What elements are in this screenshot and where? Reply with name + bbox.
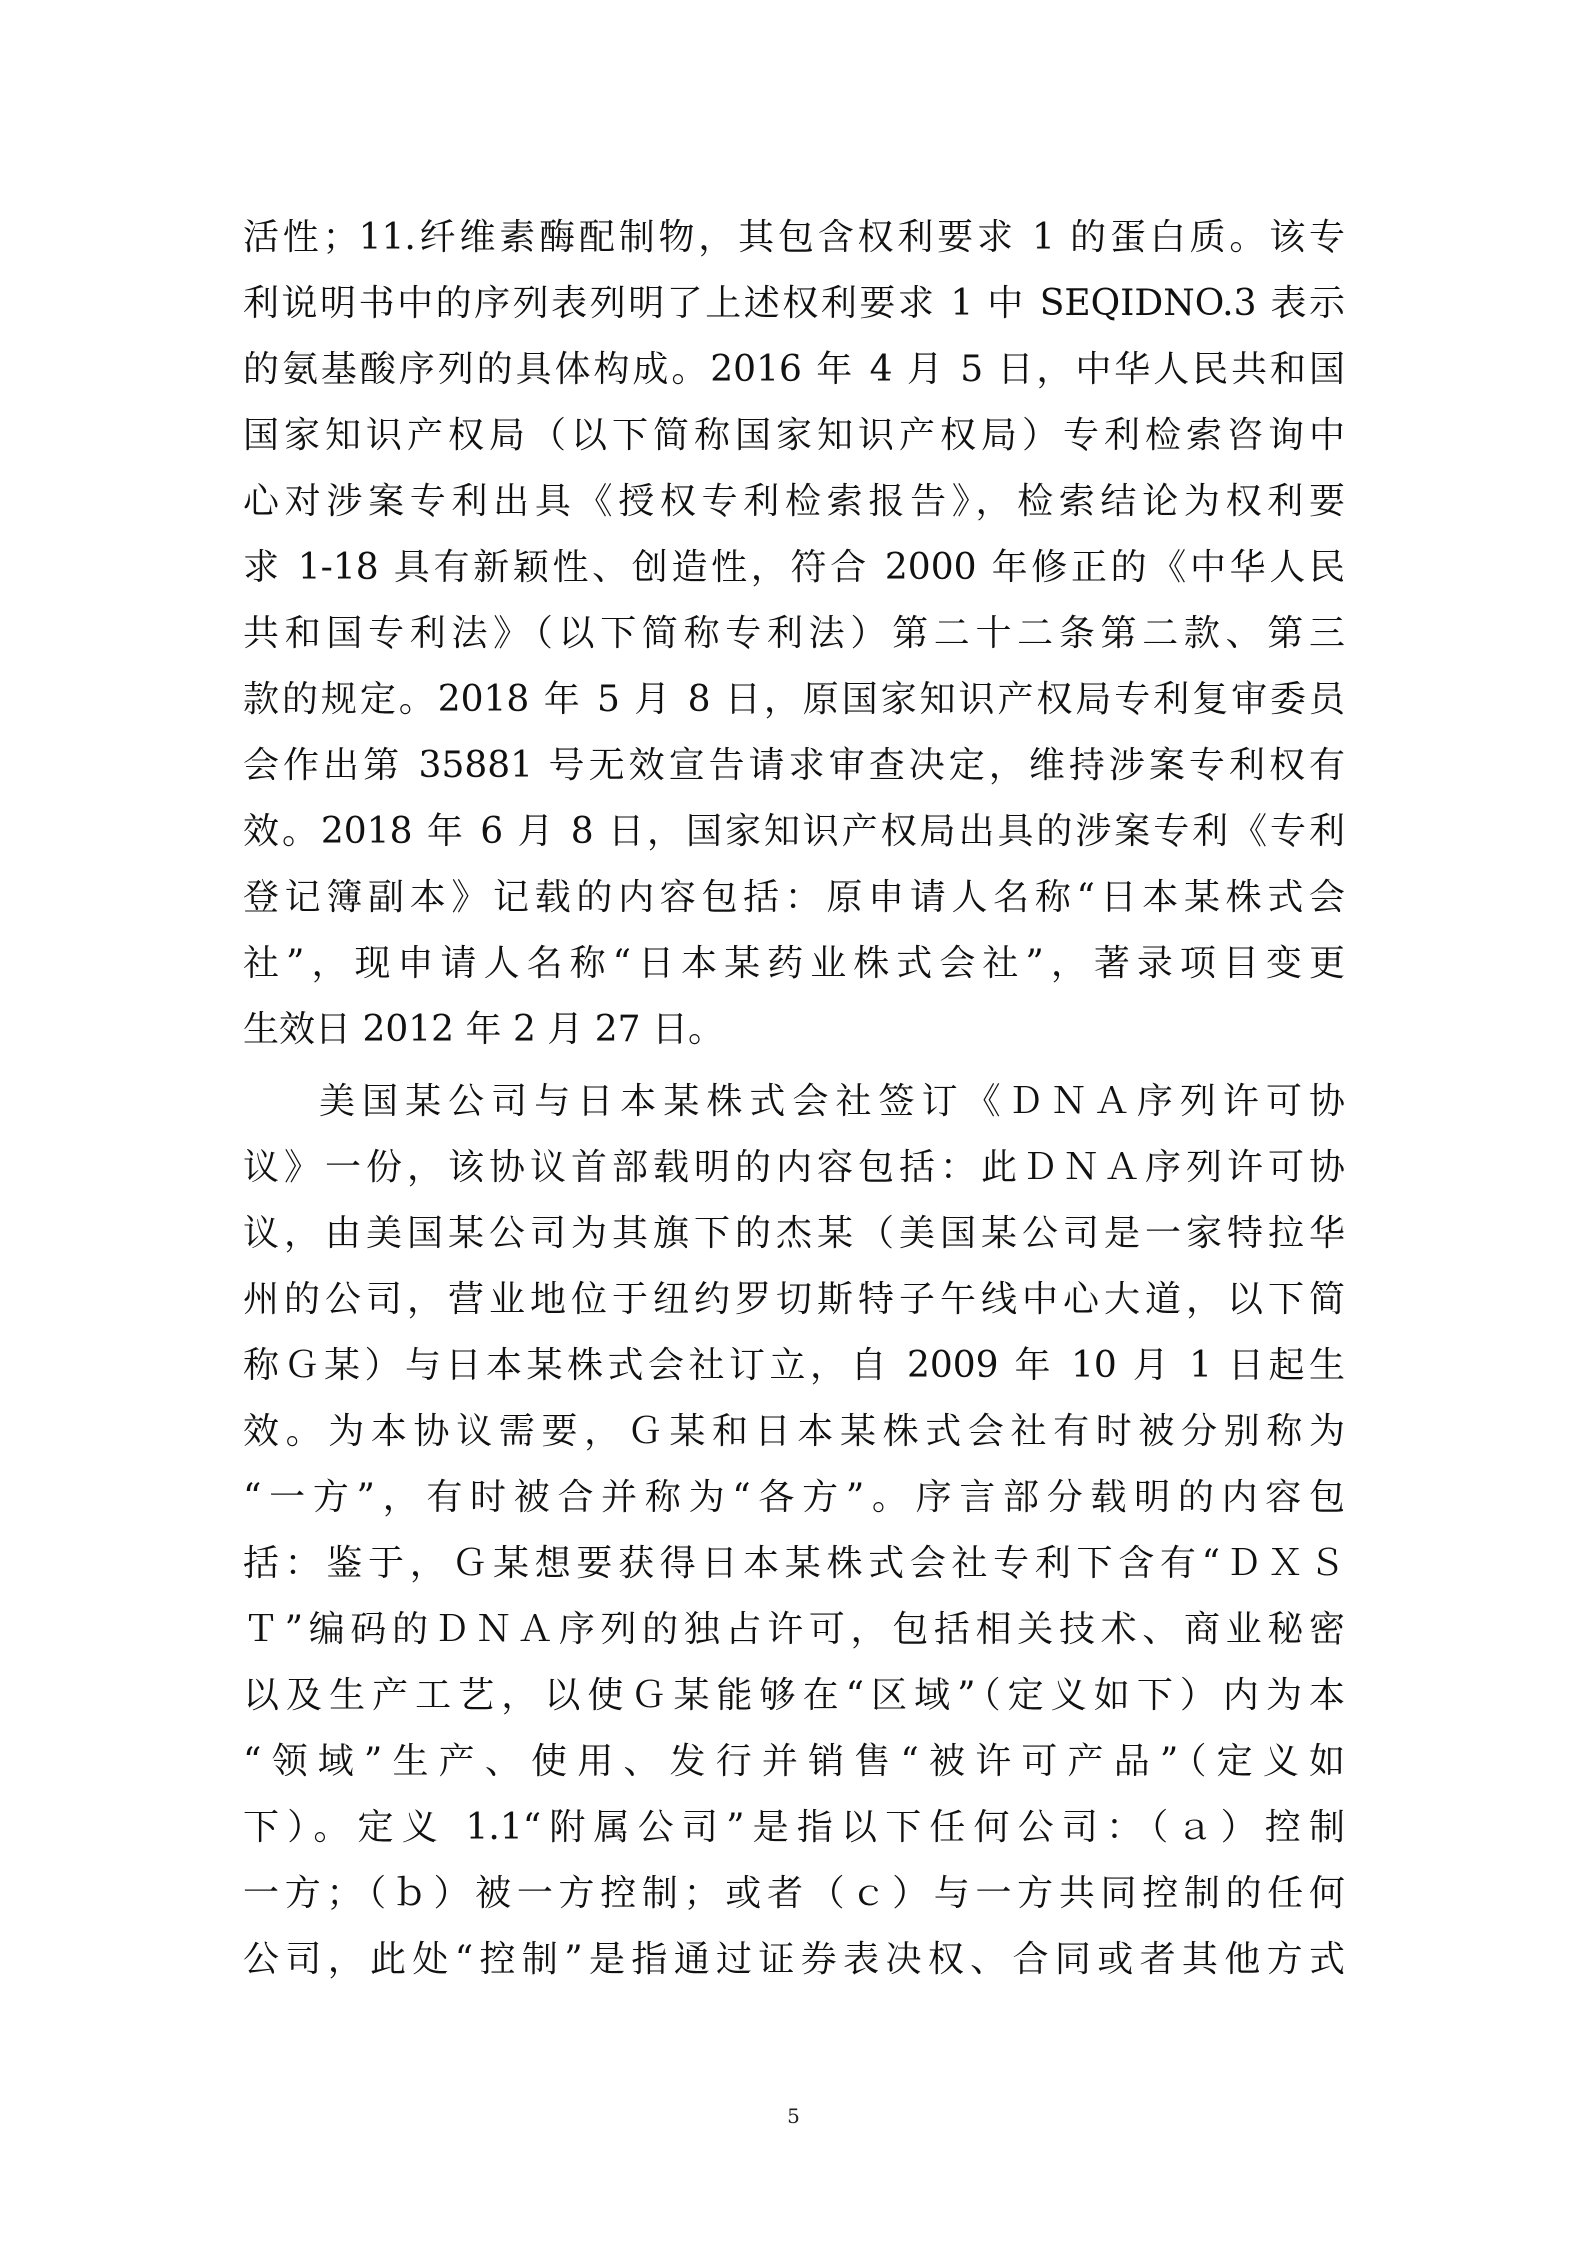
body-text bbox=[243, 205, 1345, 1993]
text-line: “一方”，有时被合并称为“各方”。序言部分载明的内容包 bbox=[243, 1477, 1345, 1518]
text-line: 利说明书中的序列表列明了上述权利要求 1 中 SEQIDNO.3 表示 bbox=[243, 283, 1345, 324]
text-line: 以及生产工艺，以使Ｇ某能够在“区域”（定义如下）内为本 bbox=[243, 1675, 1345, 1716]
text-line: 下）。定义 1.1“附属公司”是指以下任何公司：（ａ）控制 bbox=[243, 1807, 1345, 1848]
text-line: 议，由美国某公司为其旗下的杰某（美国某公司是一家特拉华 bbox=[243, 1213, 1345, 1254]
text-line: 登记簿副本》记载的内容包括：原申请人名称“日本某株式会 bbox=[243, 877, 1345, 918]
text-line: 效。为本协议需要，Ｇ某和日本某株式会社有时被分别称为 bbox=[243, 1411, 1345, 1452]
text-line: 款的规定。2018 年 5 月 8 日，原国家知识产权局专利复审委员 bbox=[243, 679, 1345, 720]
paragraph-2 bbox=[243, 1069, 1345, 1993]
page-number: 5 bbox=[787, 2104, 800, 2128]
text-line: 括：鉴于，Ｇ某想要获得日本某株式会社专利下含有“ＤＸＳ bbox=[243, 1543, 1345, 1584]
text-line: 州的公司，营业地位于纽约罗切斯特子午线中心大道，以下简 bbox=[243, 1279, 1345, 1320]
text-line: 的氨基酸序列的具体构成。2016 年 4 月 5 日，中华人民共和国 bbox=[243, 349, 1345, 390]
paragraph-1 bbox=[243, 205, 1345, 1063]
text-line: “领域”生产、使用、发行并销售“被许可产品”（定义如 bbox=[243, 1741, 1345, 1782]
text-line: 心对涉案专利出具《授权专利检索报告》，检索结论为权利要 bbox=[243, 481, 1345, 522]
text-line: 共和国专利法》（以下简称专利法）第二十二条第二款、第三 bbox=[243, 613, 1345, 654]
text-line: 一方；（ｂ）被一方控制；或者（ｃ）与一方共同控制的任何 bbox=[243, 1873, 1345, 1914]
text-line: 会作出第 35881 号无效宣告请求审查决定，维持涉案专利权有 bbox=[243, 745, 1345, 786]
text-line: 议》一份，该协议首部载明的内容包括：此ＤＮＡ序列许可协 bbox=[243, 1147, 1345, 1188]
text-line: 生效日 2012 年 2 月 27 日。 bbox=[243, 1009, 724, 1050]
text-line: 国家知识产权局（以下简称国家知识产权局）专利检索咨询中 bbox=[243, 415, 1345, 456]
text-line: 求 1-18 具有新颖性、创造性，符合 2000 年修正的《中华人民 bbox=[243, 547, 1345, 588]
text-line: 美国某公司与日本某株式会社签订《ＤＮＡ序列许可协 bbox=[319, 1081, 1345, 1122]
text-line: 社”，现申请人名称“日本某药业株式会社”，著录项目变更 bbox=[243, 943, 1345, 984]
text-line: Ｔ”编码的ＤＮＡ序列的独占许可，包括相关技术、商业秘密 bbox=[243, 1609, 1345, 1650]
text-line: 称Ｇ某）与日本某株式会社订立，自 2009 年 10 月 1 日起生 bbox=[243, 1345, 1345, 1386]
text-line: 活性；11.纤维素酶配制物，其包含权利要求 1 的蛋白质。该专 bbox=[243, 217, 1345, 258]
text-line: 公司，此处“控制”是指通过证券表决权、合同或者其他方式 bbox=[243, 1939, 1345, 1980]
text-line: 效。2018 年 6 月 8 日，国家知识产权局出具的涉案专利《专利 bbox=[243, 811, 1345, 852]
